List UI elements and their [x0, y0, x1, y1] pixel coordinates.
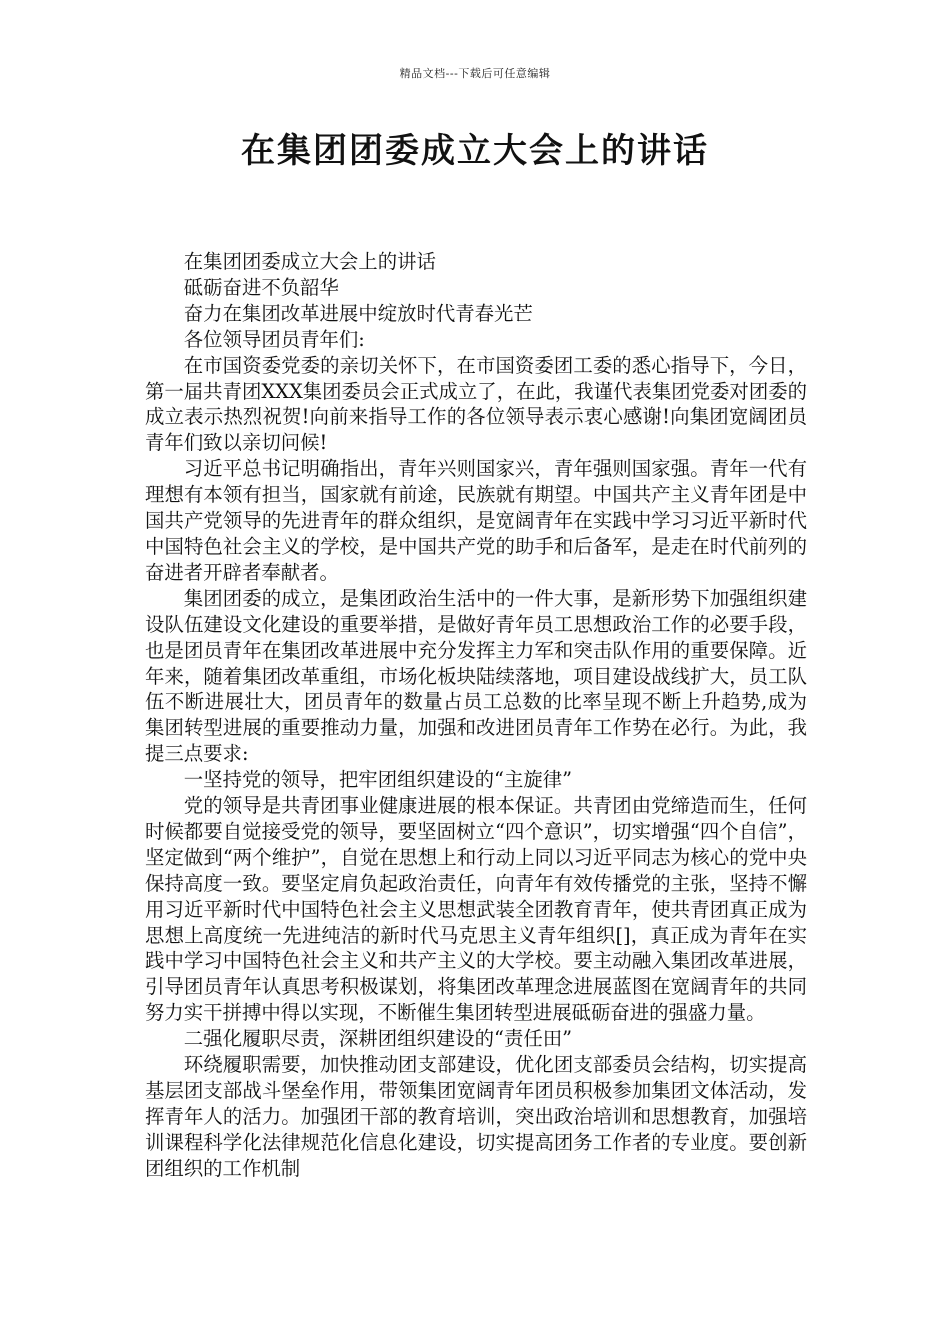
paragraph: 集团团委的成立，是集团政治生活中的一件大事，是新形势下加强组织建设队伍建设文化建设的重要举措，是做好青年员工思想政治工作的必要手段，也是团员青年在集团改革进展中充分发挥主力军和突击队作用的重要保障。近年来，随着集团改革重组，市场化板块陆续落地，项目建设战线扩大，员工队伍不断进展壮大，团员青年的数量占员工总数的比率呈现不断上升趋势,成为集团转型进展的重要推动力量，加强和改进团员青年工作势在必行。为此，我提三点要求: — [145, 586, 807, 766]
paragraph: 在市国资委党委的亲切关怀下，在市国资委团工委的悉心指导下，今日，第一届共青团XXX集团委员会正式成立了，在此，我谨代表集团党委对团委的成立表示热烈祝贺!向前来指导工作的各位领导表示衷心感谢!向集团宽阔团员青年们致以亲切问候! — [145, 353, 807, 455]
paragraph: 各位领导团员青年们: — [183, 327, 365, 351]
page-title: 在集团团委成立大会上的讲话 — [241, 131, 709, 171]
paragraph: 环绕履职需要，加快推动团支部建设，优化团支部委员会结构，切实提高基层团支部战斗堡垒作用，带领集团宽阔青年团员积极参加集团文体活动，发挥青年人的活力。加强团干部的教育培训，突出政治培训和思想教育，加强培训课程科学化法律规范化信息化建设，切实提高团务工作者的专业度。要创新团组织的工作机制 — [145, 1053, 807, 1180]
paragraph: 奋力在集团改革进展中绽放时代青春光芒 — [183, 301, 533, 325]
header-note: 精品文档---下载后可任意编辑 — [399, 67, 551, 80]
paragraph: 党的领导是共青团事业健康进展的根本保证。共青团由党缔造而生，任何时候都要自觉接受党的领导，要坚固树立“四个意识”，切实增强“四个自信”，坚定做到“两个维护”，自觉在思想上和行动上同以习近平同志为核心的党中央保持高度一致。要坚定肩负起政治责任，向青年有效传播党的主张，坚持不懈用习近平新时代中国特色社会主义思想武装全团教育青年，使共青团真正成为思想上高度统一先进纯洁的新时代马克思主义青年组织[]，真正成为青年在实践中学习中国特色社会主义和共产主义的大学校。要主动融入集团改革进展，引导团员青年认真思考积极谋划，将集团改革理念进展蓝图在宽阔青年的共同努力实干拼搏中得以实现，不断催生集团转型进展砥砺奋进的强盛力量。 — [145, 794, 807, 1025]
paragraph: 在集团团委成立大会上的讲话 — [183, 250, 436, 273]
section-heading: 二强化履职尽责，深耕团组织建设的“责任田” — [183, 1027, 573, 1051]
document-body — [145, 249, 807, 1182]
paragraph: 习近平总书记明确指出，青年兴则国家兴，青年强则国家强。青年一代有理想有本领有担当，国家就有前途，民族就有期望。中国共产主义青年团是中国共产党领导的先进青年的群众组织，是宽阔青年在实践中学习习近平新时代中国特色社会主义的学校，是中国共产党的助手和后备军，是走在时代前列的奋进者开辟者奉献者。 — [145, 457, 807, 584]
paragraph: 砥砺奋进不负韶华 — [183, 275, 339, 299]
section-heading: 一坚持党的领导，把牢团组织建设的“主旋律” — [183, 768, 573, 792]
